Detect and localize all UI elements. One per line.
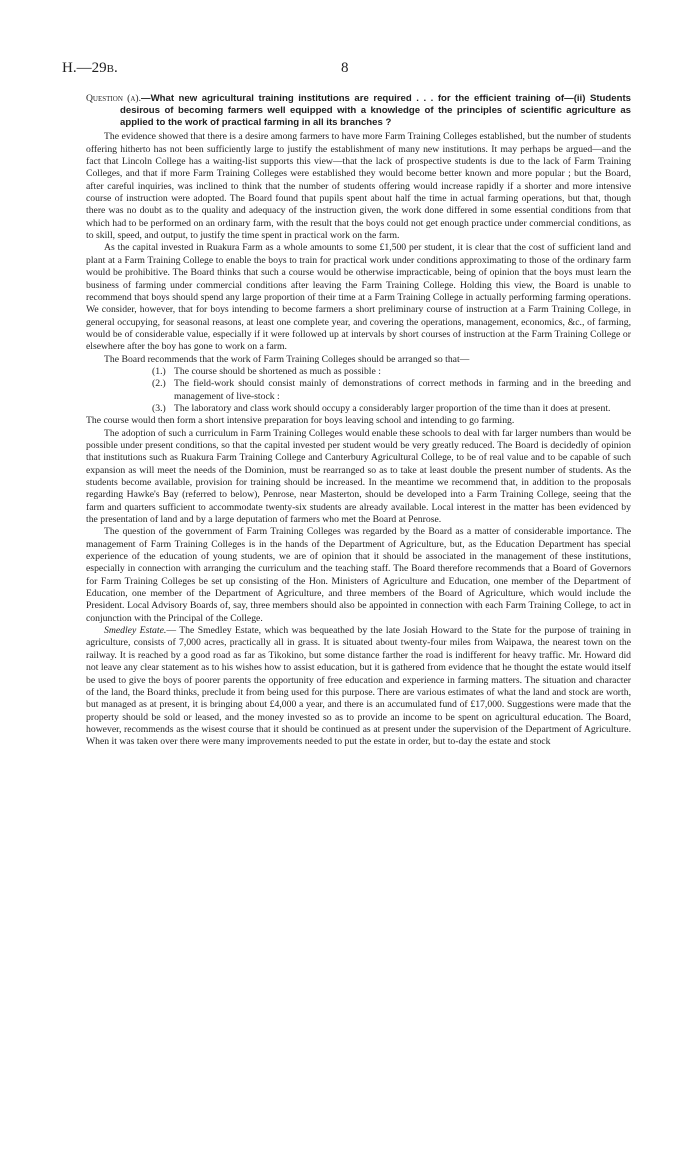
smedley-estate-text: — The Smedley Estate, which was bequeathed by the late Josiah Howard to the State for the purpose of training in agriculture, consists of 7,000 acres, practically all in grass. It is situated about twenty-four miles from Waipawa, the nearest town on the railway. It is reached by a good road as far as Tikokino, but some distance farther the road is indifferent for heavy traffic. Mr. Howard did not leave any clear statement as to his wishes how to assist education, but it is gathered from evidence that he thought the estate would itself be used to give the boys of poorer parents the opportunity of free education and experience in farming matters. The situation and character of the land, the Board thinks, preclude it from being used for this purpose. There are various estimates of what the land and stock are worth, but managed as at present, it is bringing about £4,000 a year, and there is an accumulated fund of £17,000. Suggestions were made that the property should be sold or leased, and the money invested so as to provide an income to be spent on agricultural education. The Board, however, recommends as the wisest course that it should be continued as at present under the supervision of the Department of Agriculture. When it was taken over there were many improvements needed to put the estate in order, but to-day the estate and stock <box>86 625 632 748</box>
paragraph-smedley-estate <box>86 625 631 748</box>
question-heading <box>86 93 631 128</box>
reference-suffix: B <box>106 63 114 75</box>
paragraph-recommendation-intro: The Board recommends that the work of Farm Training Colleges should be arranged so that— <box>104 353 470 365</box>
recommendation-number: (3.) <box>152 402 166 414</box>
question-label: Question (a). <box>86 93 141 104</box>
recommendation-item <box>108 366 631 378</box>
recommendation-item <box>108 378 631 403</box>
recommendation-text: The field-work should consist mainly of demonstrations of correct methods in farming and in the breeding and management of live-stock : <box>174 378 631 402</box>
question-text: —What new agricultural training institutions are required . . . for the efficient training of—(ii) Students desirous of becoming farmers well equipped with a knowledge of the principles of scientific agriculture as applied to the work of practical farming in all its branches ? <box>120 93 631 128</box>
paragraph-curriculum: The adoption of such a curriculum in Farm Training Colleges would enable these schools to deal with far larger numbers than would be possible under present conditions, so that the capital invested per student would be very greatly reduced. The Board is decidedly of opinion that institutions such as Ruakura Farm Training College and Canterbury Agricultural College, to be of real value and to be capable of such expansion as will meet the needs of the Dominion, must be rearranged so as to take at least double the present number of students. As the students become available, provision for training should be increased. In the meantime we recommend that, in addition to the proposals regarding Hawke's Bay (referred to below), Penrose, near Masterton, should be developed into a Farm Training College, seeing that the farm and quarters sufficient to accommodate twenty-six students are already available. Local interest in the matter has been evidenced by the presentation of land and by a large deputation of farmers who met the Board at Penrose. <box>86 427 631 526</box>
reference-dot: . <box>113 60 118 76</box>
smedley-estate-heading: Smedley Estate. <box>104 625 167 637</box>
page-number: 8 <box>341 60 349 76</box>
recommendation-number: (1.) <box>152 365 166 377</box>
recommendation-list <box>86 366 631 415</box>
recommendation-item <box>108 403 631 415</box>
reference-prefix: H.—29 <box>62 60 107 76</box>
paragraph-capital: As the capital invested in Ruakura Farm as a whole amounts to some £1,500 per student, it is clear that the cost of sufficient land and plant at a Farm Training College to enable the boys to train for practical work under conditions approximating to those of the ordinary farm would be prohibitive. The Board thinks that such a course would be otherwise impracticable, being of opinion that the boys must learn the business of farming under commercial conditions after leaving the Farm Training College. Holding this view, the Board is unable to recommend that boys should spend any large proportion of their time at a Farm Training College in actually performing farming operations. We consider, however, that for boys intending to become farmers a short preliminary course of instruction at a Farm Training College, in general occupying, for seasonal reasons, at least one complete year, and covering the operations, management, economics, &c., of farming, would be of considerable value, especially if it were followed up at intervals by short courses of instruction at the Farm Training College or elsewhere after the boy has gone to work on a farm. <box>86 242 631 353</box>
recommendation-text: The laboratory and class work should occupy a considerably larger proportion of the time than it does at present. <box>174 402 611 414</box>
paragraph-evidence: The evidence showed that there is a desire among farmers to have more Farm Training Colleges established, but the number of students offering hitherto has not been sufficiently large to justify the establishment of many new institutions. It may perhaps be argued—and the fact that Lincoln College has a waiting-list supports this view—that the lack of prospective students is due to the lack of Farm Training Colleges, and that if more Farm Training Colleges were established they would become better known and more popular ; but the Board, after careful inquiries, was inclined to think that the number of students offering would increase rapidly if a shorter and more intensive course of instruction were adopted. The Board found that pupils spent about half the time in actual farming operations, but that, though there was no doubt as to the quality and adequacy of the instruction given, the work done differed in some essential conditions from that which had to be performed on an ordinary farm, with the result that the boys could not get enough practice under commercial conditions, as to skill, speed, and output, to justify the time spent in practical work on the farm. <box>86 131 631 242</box>
paragraph-course-summary: The course would then form a short intensive preparation for boys leaving school and intending to go farming. <box>86 415 515 427</box>
document-reference <box>62 60 118 77</box>
document-body <box>86 93 631 749</box>
recommendation-number: (2.) <box>152 378 166 390</box>
recommendation-text: The course should be shortened as much as possible : <box>174 365 381 377</box>
paragraph-government: The question of the government of Farm Training Colleges was regarded by the Board as a matter of considerable importance. The management of Farm Training Colleges is in the hands of the Department of Agriculture, but, as the Education Department has special experience of the education of young students, we are of opinion that it should be associated in the management of these institutions, especially in connection with arranging the curriculum and the teaching staff. The Board therefore recommends that a Board of Governors for Farm Training Colleges be set up consisting of the Hon. Ministers of Agriculture and Education, one member of the Department of Education, one member of the Department of Agriculture, and three members of the Board of Agriculture, which would include the President. Local Advisory Boards of, say, three members should also be appointed in connection with each Farm Training College, to act in conjunction with the Principal of the College. <box>86 526 631 624</box>
